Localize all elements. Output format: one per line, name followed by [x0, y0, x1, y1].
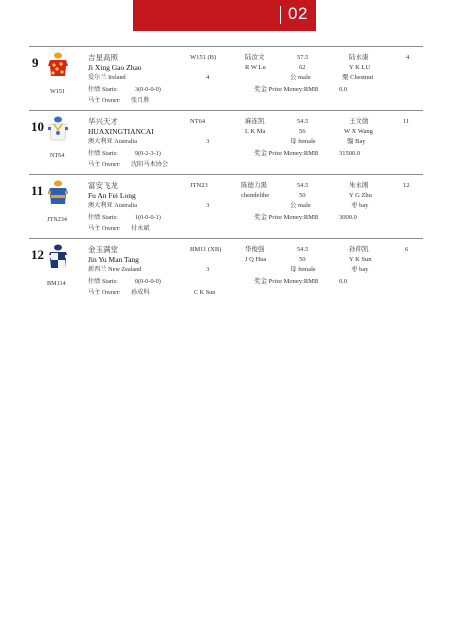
carried-weight: 54.5	[297, 118, 309, 125]
owner-label: 马主 Owner:	[88, 289, 121, 296]
owner-value: 付永斌	[131, 225, 150, 232]
horse-age: 50	[299, 256, 306, 263]
horse-name-cn: 金玉满堂	[88, 245, 118, 254]
owner-label: 马主 Owner:	[88, 161, 121, 168]
horse-rating: 12	[403, 182, 410, 189]
prize-label: 奖金 Prize Money:RMB	[254, 150, 319, 157]
owner-label: 马主 Owner:	[88, 97, 121, 104]
starts-value: 3(0-0-0-0)	[135, 86, 161, 93]
trainer-name-cn: 陆永康	[349, 54, 369, 61]
silk-code: NT64	[50, 152, 65, 159]
starts-label: 往绩 Starts:	[88, 86, 118, 93]
silk-code: W151	[50, 88, 66, 95]
carried-weight: 54.5	[297, 246, 309, 253]
horse-entry	[29, 46, 423, 110]
owner-value: 张月胜	[131, 97, 150, 104]
horse-origin: 澳大利亚 Australia	[88, 138, 137, 145]
trainer-name-en: Y G Zhu	[349, 192, 372, 199]
draw-number: 3	[206, 138, 210, 145]
jockey-silk-icon	[47, 116, 69, 142]
brand-code: NT64	[190, 118, 206, 125]
horse-entry	[29, 110, 423, 174]
trainer-name-cn: 王文勋	[349, 118, 369, 125]
starts-value: 1(0-0-0-1)	[135, 214, 161, 221]
horse-origin: 新西兰 New Zealand	[88, 266, 142, 273]
page-number-tab	[133, 0, 316, 31]
jockey-silk-icon	[47, 244, 69, 270]
horse-number: 9	[32, 55, 39, 70]
prize-label: 奖金 Prize Money:RMB	[254, 86, 319, 93]
horse-sex: 母 female	[290, 266, 316, 273]
prize-value: 0.0	[339, 278, 348, 285]
race-entries-list	[29, 46, 423, 302]
owner-label: 马主 Owner:	[88, 225, 121, 232]
starts-value: 9(0-2-3-1)	[135, 150, 161, 157]
draw-number: 3	[206, 266, 210, 273]
horse-number: 10	[31, 119, 44, 134]
trainer-name-en: Y K Sun	[349, 256, 372, 263]
horse-sex: 母 female	[290, 138, 316, 145]
starts-label: 往绩 Starts:	[88, 214, 118, 221]
horse-name-en: Ji Xing Gao Zhao	[88, 63, 142, 72]
brand-code: JTN23	[190, 182, 208, 189]
jockey-silk-icon	[47, 52, 69, 78]
horse-name-cn: 吉星高照	[88, 53, 118, 62]
trainer-name-cn: 孙仰凯	[349, 246, 369, 253]
draw-number: 4	[206, 74, 210, 81]
prize-value: 31500.0	[339, 150, 361, 157]
prize-value: 0.0	[339, 86, 348, 93]
trainer-name-en: Y K LU	[349, 64, 371, 71]
jockey-name-en: J Q Hua	[245, 256, 267, 263]
horse-name-en: Fu An Fei Long	[88, 191, 136, 200]
horse-entry	[29, 174, 423, 238]
silk-code: BM114	[47, 280, 66, 287]
starts-label: 往绩 Starts:	[88, 150, 118, 157]
horse-number: 12	[31, 247, 44, 262]
prize-value: 3000.0	[339, 214, 357, 221]
horse-age: 62	[299, 64, 306, 71]
horse-entry	[29, 238, 423, 302]
jockey-name-cn: 陆汝文	[245, 54, 265, 61]
horse-name-en: HUAXINGTIANCAI	[88, 127, 154, 136]
jockey-silk-icon	[47, 180, 69, 206]
horse-origin: 爱尔兰 Ireland	[88, 74, 126, 81]
horse-color: 栗 Chestnut	[342, 74, 374, 81]
page-number: 02	[288, 4, 308, 23]
horse-age: 50	[299, 192, 306, 199]
jockey-name-en: L K Ma	[245, 128, 266, 135]
horse-color: 枣 bay	[351, 202, 369, 209]
jockey-name-cn: 陈德力黑	[241, 182, 267, 189]
owner-extra: C K Sun	[194, 289, 216, 296]
jockey-name-en: R W Lu	[245, 64, 266, 71]
horse-name-cn: 华兴天才	[88, 117, 118, 126]
horse-color: 骝 Bay	[347, 138, 366, 145]
horse-name-cn: 富安飞龙	[88, 181, 118, 190]
carried-weight: 54.5	[297, 182, 309, 189]
owner-value: 孙成科	[131, 289, 150, 296]
starts-label: 往绩 Starts:	[88, 278, 118, 285]
horse-number: 11	[31, 183, 44, 198]
trainer-name-en: W X Wang	[344, 128, 373, 135]
jockey-name-cn: 华俊强	[245, 246, 265, 253]
starts-value: 0(0-0-0-0)	[135, 278, 161, 285]
jockey-name-cn: 麻连凯	[245, 118, 265, 125]
brand-code: W151 (B)	[190, 54, 217, 61]
horse-origin: 澳大利亚 Australia	[88, 202, 137, 209]
owner-value: 沈阳马术协会	[131, 161, 169, 168]
tab-divider	[280, 6, 281, 24]
draw-number: 3	[206, 202, 210, 209]
prize-label: 奖金 Prize Money:RMB	[254, 278, 319, 285]
horse-age: 56	[299, 128, 306, 135]
silk-code: JTN234	[47, 216, 67, 223]
prize-label: 奖金 Prize Money:RMB	[254, 214, 319, 221]
horse-rating: 6	[405, 246, 409, 253]
horse-rating: 4	[406, 54, 410, 61]
horse-sex: 公 male	[290, 202, 311, 209]
horse-color: 枣 bay	[351, 266, 369, 273]
carried-weight: 57.5	[297, 54, 309, 61]
horse-name-en: Jin Yu Man Tang	[88, 255, 139, 264]
horse-rating: 11	[403, 118, 410, 125]
trainer-name-cn: 朱永刚	[349, 182, 369, 189]
jockey-name-en: chendelihe	[241, 192, 270, 199]
brand-code: BM11 (XB)	[190, 246, 222, 253]
horse-sex: 公 male	[290, 74, 311, 81]
